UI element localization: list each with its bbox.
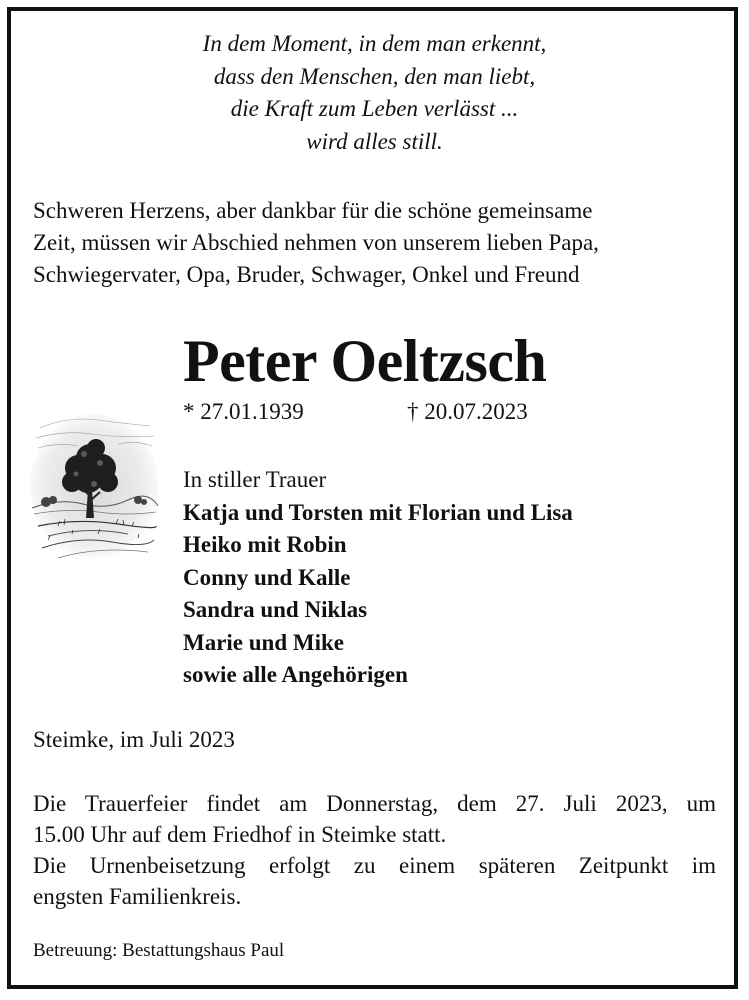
- tree-landscape-icon: [28, 408, 160, 566]
- mourners: [183, 464, 573, 692]
- details-line: Die Urnenbeisetzung erfolgt zu einem späteren Zeitpunkt im: [33, 853, 716, 878]
- intro-line: Schwiegervater, Opa, Bruder, Schwager, Onkel und Freund: [33, 262, 580, 287]
- intro-text: [33, 195, 723, 291]
- poem-line: die Kraft zum Leben verlässt ...: [230, 96, 519, 121]
- mourner-entry: Sandra und Niklas: [183, 597, 368, 622]
- intro-line: Zeit, müssen wir Abschied nehmen von unserem lieben Papa,: [33, 230, 599, 255]
- mourner-entry: Marie und Mike: [183, 629, 344, 655]
- details-line: engsten Familienkreis.: [33, 884, 242, 909]
- poem-line: wird alles still.: [306, 128, 443, 154]
- details-line: Die Trauerfeier findet am Donnerstag, dem 27. Juli 2023, um: [33, 791, 716, 816]
- birth-date: * 27.01.1939: [183, 399, 304, 424]
- poem-line: In dem Moment, in dem man erkennt,: [202, 31, 547, 56]
- details-line: 15.00 Uhr auf dem Friedhof in Steimke statt.: [33, 822, 447, 847]
- mourner-entry: Conny und Kalle: [183, 564, 351, 590]
- poem: [0, 28, 749, 158]
- death-date: † 20.07.2023: [407, 399, 528, 424]
- poem-line: dass den Menschen, den man liebt,: [213, 63, 536, 89]
- ceremony-details: [33, 788, 723, 912]
- life-dates: [183, 397, 528, 427]
- intro-line: Schweren Herzens, aber dankbar für die schöne gemeinsame: [33, 198, 593, 223]
- place-and-date: Steimke, im Juli 2023: [33, 727, 235, 752]
- mourner-entry: Heiko mit Robin: [183, 532, 347, 557]
- mourners-heading: In stiller Trauer: [183, 467, 327, 492]
- deceased-name: Peter Oeltzsch: [183, 328, 547, 394]
- mourner-entry: sowie alle Angehörigen: [183, 662, 408, 687]
- mourner-entry: Katja und Torsten mit Florian und Lisa: [183, 499, 573, 525]
- funeral-home-credit: Betreuung: Bestattungshaus Paul: [33, 940, 285, 961]
